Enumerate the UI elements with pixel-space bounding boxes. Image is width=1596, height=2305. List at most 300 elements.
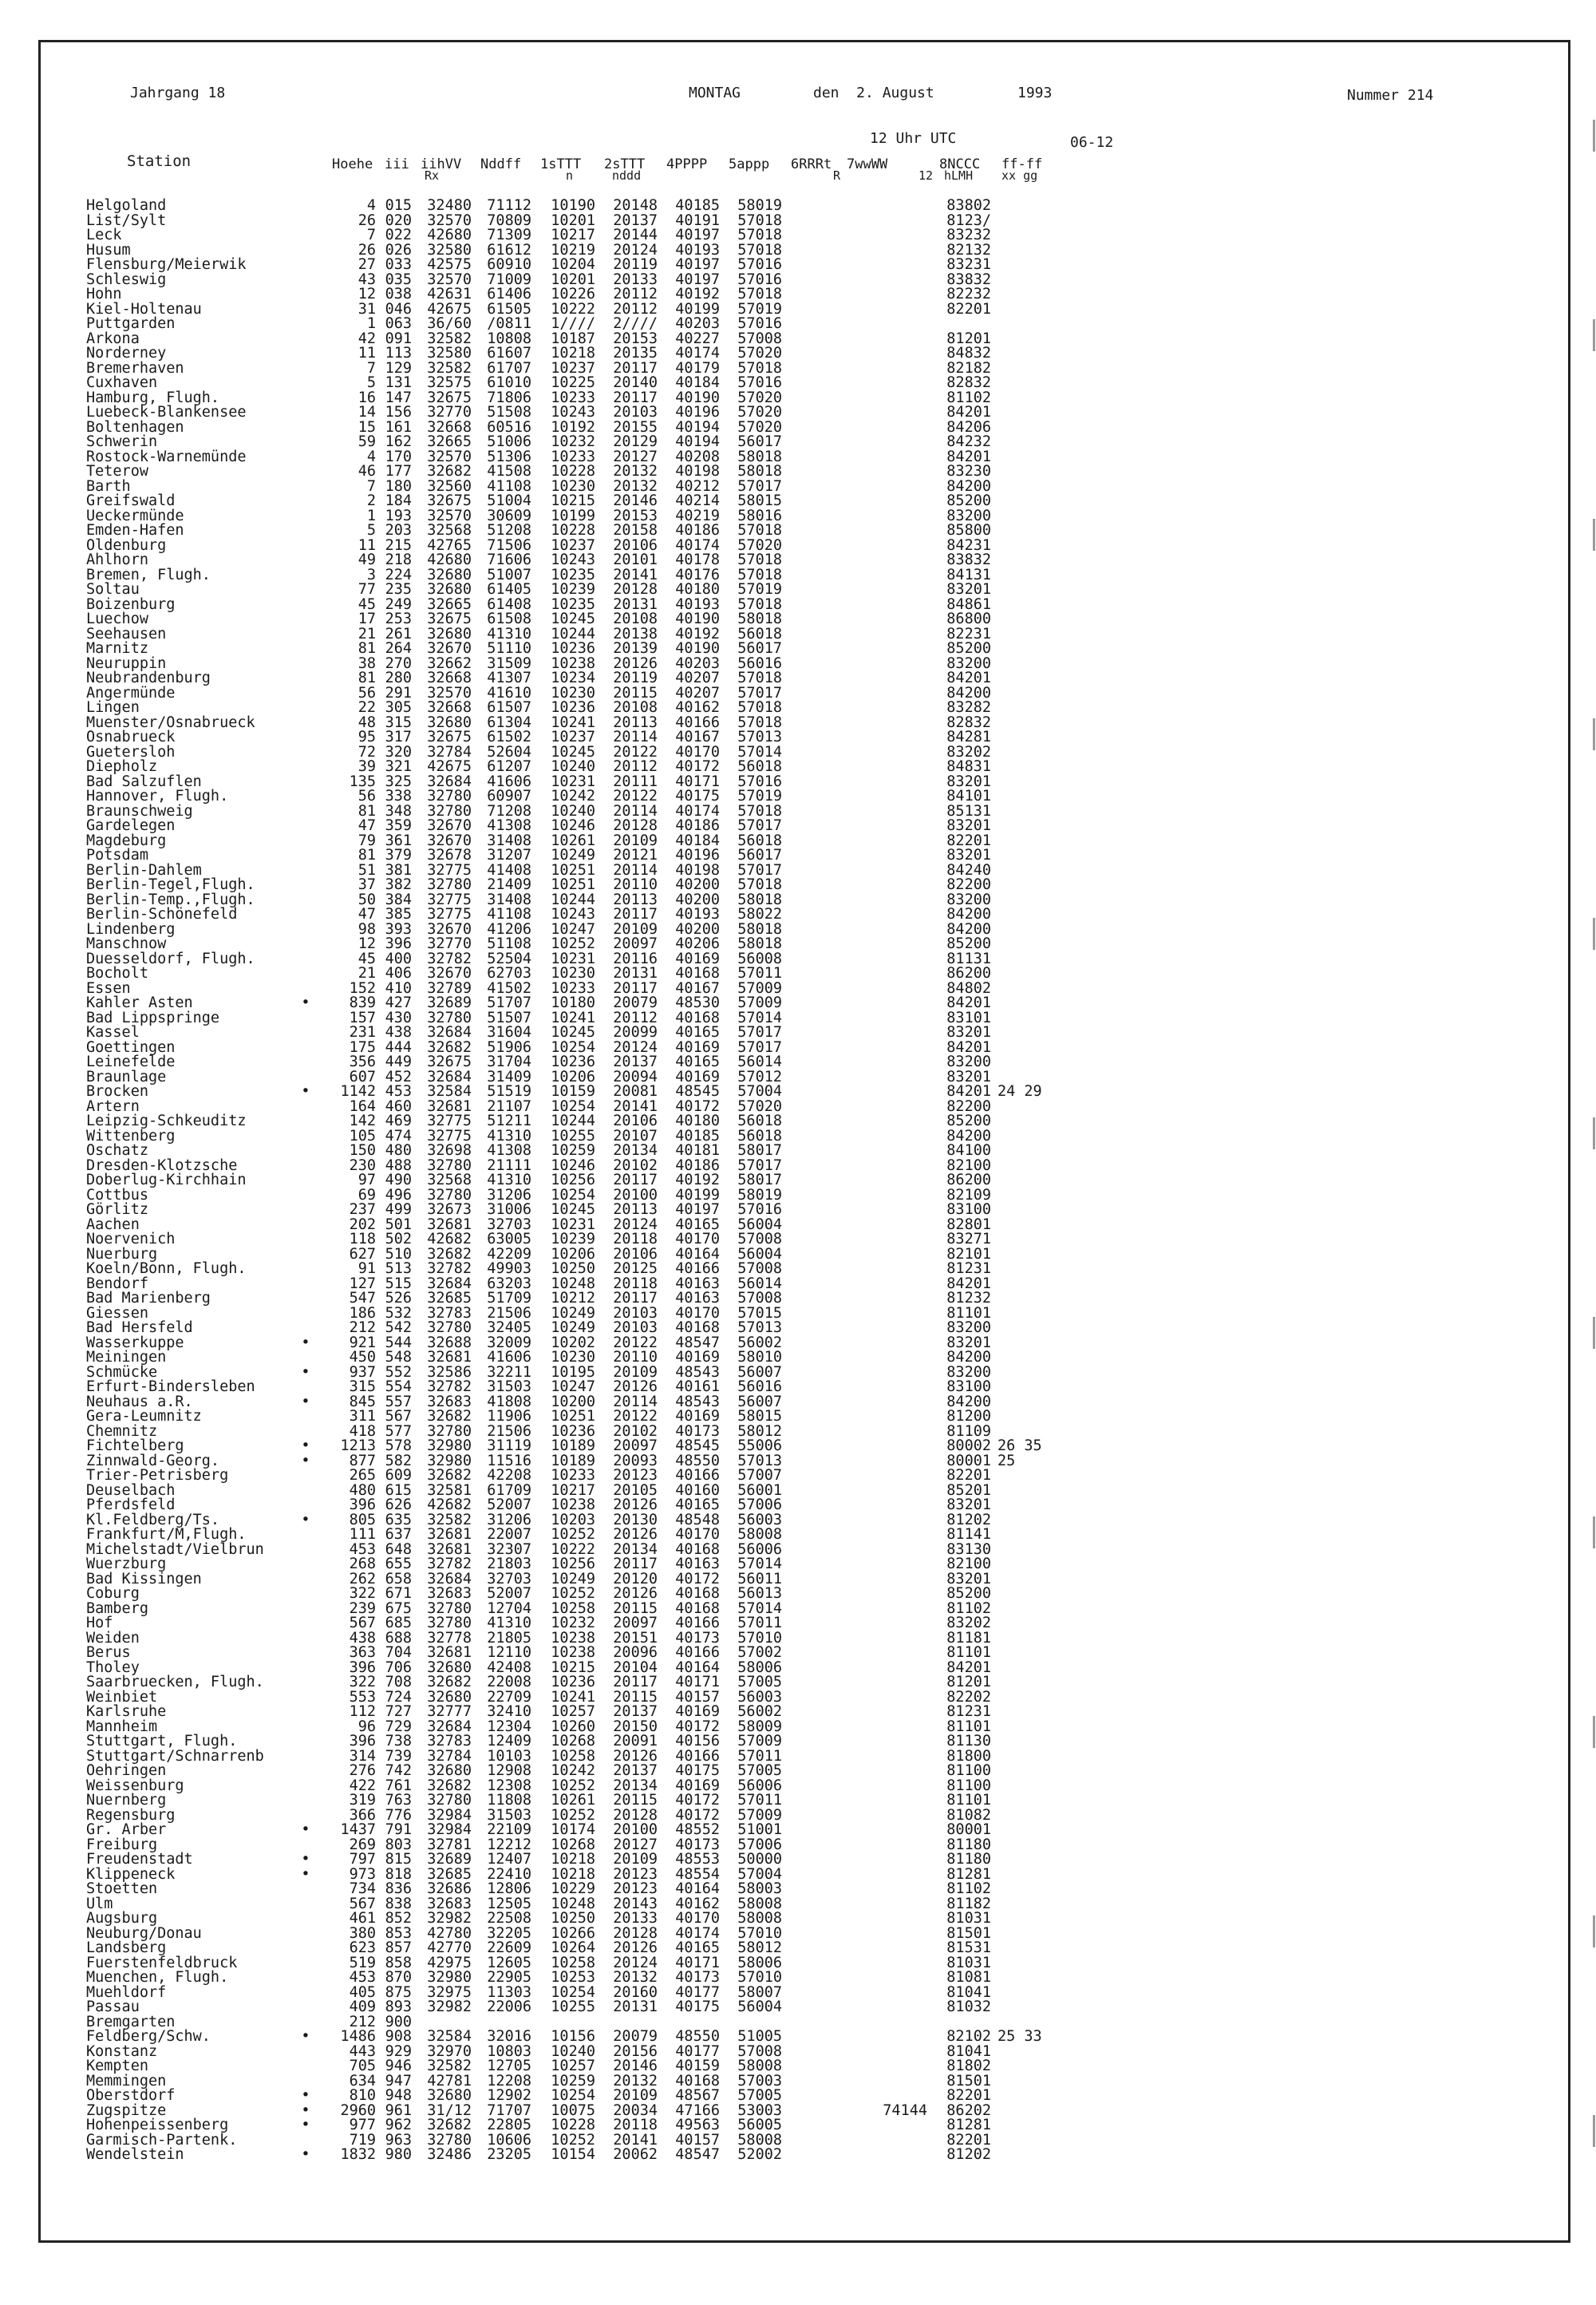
group-1sttt: 10256 — [551, 1556, 595, 1572]
station-name: Husum — [86, 241, 131, 259]
table-row — [86, 1971, 1055, 1986]
group-7wwww — [838, 214, 927, 229]
group-nddff: 31503 — [487, 1378, 531, 1395]
group-2sttt: 20115 — [613, 1688, 658, 1706]
group-iihvv: 32682 — [427, 1245, 472, 1263]
mountain-marker: • — [301, 1821, 310, 1838]
group-6rrrt — [782, 1572, 838, 1587]
group-7wwww — [838, 1750, 927, 1765]
group-iihvv: 32668 — [427, 418, 472, 436]
group-6rrrt — [782, 421, 838, 436]
group-8nccc: 81202 — [946, 1511, 991, 1528]
station-id: 382 — [385, 876, 412, 893]
group-nddff: 12208 — [487, 2072, 531, 2090]
group-nddff: 10808 — [487, 330, 531, 347]
station-id: 626 — [385, 1496, 412, 1513]
station-id: 320 — [385, 743, 412, 761]
group-2sttt: 20034 — [613, 2101, 658, 2119]
group-iihvv: 32683 — [427, 1895, 472, 1912]
station-name: Bremen, Flugh. — [86, 566, 211, 583]
mountain-marker — [290, 923, 322, 938]
station-id: 379 — [385, 847, 412, 864]
group-6rrrt — [782, 1675, 838, 1690]
wind-gust — [991, 480, 1055, 495]
station-name: Greifswald — [86, 492, 176, 509]
height-value: 97 — [358, 1172, 376, 1188]
group-5appp: 56013 — [737, 1585, 782, 1602]
group-6rrrt — [782, 465, 838, 480]
group-iihvv: 32568 — [427, 522, 472, 539]
group-2sttt: 20117 — [613, 389, 658, 406]
group-4pppp: 40166 — [675, 1747, 720, 1765]
group-5appp: 57004 — [737, 1083, 782, 1100]
group-7wwww — [838, 1011, 927, 1026]
group-2sttt: 20099 — [613, 1024, 658, 1041]
group-1sttt: 10253 — [551, 1969, 595, 1986]
group-iihvv: 32782 — [427, 1378, 472, 1395]
height-value: 164 — [349, 1097, 376, 1115]
group-7wwww — [838, 1173, 927, 1188]
group-2sttt: 20117 — [613, 1172, 658, 1188]
group-4pppp: 40171 — [675, 1674, 720, 1690]
group-6rrrt — [782, 967, 838, 982]
group-1sttt: 10233 — [551, 448, 595, 465]
group-4pppp: 40170 — [675, 1304, 720, 1322]
group-4pppp: 40169 — [675, 1408, 720, 1425]
mountain-marker — [290, 1941, 322, 1956]
group-6rrrt — [782, 893, 838, 908]
wind-gust — [991, 996, 1055, 1011]
group-1sttt: 10243 — [551, 906, 595, 923]
group-8nccc: 82102 — [946, 2028, 991, 2045]
mountain-marker: • — [301, 1851, 310, 1868]
group-2sttt: 20106 — [613, 1113, 658, 1129]
height-value: 396 — [349, 1496, 376, 1513]
wind-gust — [991, 937, 1055, 952]
group-6rrrt — [782, 1941, 838, 1956]
wind-gust — [991, 982, 1055, 997]
group-8nccc: 83231 — [946, 256, 991, 273]
group-1sttt: 10238 — [551, 1496, 595, 1513]
group-6rrrt — [782, 1350, 838, 1366]
group-4pppp: 40184 — [675, 832, 720, 849]
mountain-marker — [290, 1956, 322, 1971]
group-4pppp: 40212 — [675, 477, 720, 495]
group-7wwww — [838, 1764, 927, 1779]
group-6rrrt — [782, 214, 838, 229]
table-row — [86, 2030, 1055, 2045]
group-5appp: 57010 — [737, 1629, 782, 1647]
group-8nccc: 83832 — [946, 552, 991, 568]
group-iihvv: 32683 — [427, 1393, 472, 1410]
group-1sttt: 10231 — [551, 1216, 595, 1233]
group-4pppp: 40172 — [675, 1792, 720, 1809]
col-ff-subheader: xx gg — [1001, 168, 1038, 183]
table-row — [86, 2000, 1055, 2015]
height-value: 553 — [349, 1688, 376, 1706]
wind-gust — [991, 1055, 1055, 1070]
group-5appp: 56005 — [737, 2117, 782, 2133]
table-row — [86, 1616, 1055, 1631]
group-7wwww — [838, 1350, 927, 1366]
group-iihvv: 42675 — [427, 300, 472, 318]
height-value: 127 — [349, 1275, 376, 1292]
table-row — [86, 1203, 1055, 1218]
group-5appp: 56018 — [737, 1127, 782, 1145]
table-row — [86, 1705, 1055, 1720]
table-row — [86, 760, 1055, 775]
group-2sttt: 20137 — [613, 1054, 658, 1070]
group-4pppp: 40166 — [675, 1260, 720, 1277]
group-nddff: 12308 — [487, 1777, 531, 1794]
group-4pppp: 40199 — [675, 1186, 720, 1204]
group-6rrrt — [782, 745, 838, 761]
group-1sttt: 10258 — [551, 1599, 595, 1617]
group-1sttt: 10219 — [551, 241, 595, 259]
group-2sttt: 20116 — [613, 950, 658, 967]
height-value: 409 — [349, 1999, 376, 2015]
group-4pppp: 40190 — [675, 611, 720, 627]
mountain-marker — [290, 1661, 322, 1676]
group-5appp: 57013 — [737, 1452, 782, 1469]
group-iihvv: 32970 — [427, 2042, 472, 2060]
group-4pppp: 40164 — [675, 1659, 720, 1676]
wind-gust — [991, 494, 1055, 509]
station-name: Oehringen — [86, 1762, 167, 1779]
group-6rrrt — [782, 1321, 838, 1336]
group-7wwww — [838, 1690, 927, 1706]
group-4pppp: 48552 — [675, 1821, 720, 1838]
group-iihvv: 32570 — [427, 448, 472, 465]
table-row — [86, 1144, 1055, 1159]
wind-gust — [991, 2045, 1055, 2060]
wind-gust — [991, 1986, 1055, 2001]
col-6rrrt-header: 6RRRt — [791, 156, 832, 172]
group-6rrrt — [782, 657, 838, 672]
table-row — [86, 1882, 1055, 1897]
height-value: 186 — [349, 1304, 376, 1322]
group-7wwww — [838, 465, 927, 480]
wind-gust — [991, 376, 1055, 391]
mountain-marker — [290, 1675, 322, 1690]
group-2sttt: 20111 — [613, 773, 658, 790]
group-2sttt: 20118 — [613, 1275, 658, 1292]
group-8nccc: 83282 — [946, 699, 991, 716]
mountain-marker — [290, 1144, 322, 1159]
group-4pppp: 40200 — [675, 920, 720, 938]
group-1sttt: 10218 — [551, 1865, 595, 1883]
height-value: 21 — [358, 965, 376, 982]
group-5appp: 56018 — [737, 1113, 782, 1129]
group-7wwww — [838, 1823, 927, 1838]
group-7wwww — [838, 421, 927, 436]
height-value: 22 — [358, 699, 376, 716]
group-4pppp: 48567 — [675, 2087, 720, 2104]
group-nddff: 23205 — [487, 2146, 531, 2163]
group-2sttt: 20114 — [613, 802, 658, 820]
wind-gust — [991, 805, 1055, 820]
group-4pppp: 40170 — [675, 1910, 720, 1927]
group-4pppp: 40166 — [675, 1467, 720, 1484]
station-name: Berlin-Schönefeld — [86, 906, 238, 923]
table-row — [86, 1675, 1055, 1690]
group-7wwww — [838, 391, 927, 406]
group-5appp: 57009 — [737, 1733, 782, 1750]
group-4pppp: 48553 — [675, 1851, 720, 1868]
group-8nccc: 84200 — [946, 1349, 991, 1366]
group-7wwww — [838, 967, 927, 982]
height-value: 237 — [349, 1201, 376, 1218]
group-6rrrt — [782, 1026, 838, 1041]
mountain-marker: • — [301, 994, 310, 1011]
group-iihvv: 32680 — [427, 714, 472, 731]
group-2sttt: 20081 — [613, 1083, 658, 1100]
group-7wwww — [838, 952, 927, 967]
station-name: Magdeburg — [86, 832, 167, 849]
group-1sttt: 10237 — [551, 536, 595, 554]
station-name: Hof — [86, 1615, 113, 1631]
group-iihvv: 32575 — [427, 374, 472, 391]
mountain-marker — [290, 1350, 322, 1366]
station-name: Berlin-Dahlem — [86, 861, 202, 879]
group-iihvv: 32780 — [427, 1009, 472, 1026]
group-5appp: 56006 — [737, 1540, 782, 1558]
group-4pppp: 40175 — [675, 1999, 720, 2015]
group-5appp: 57017 — [737, 1156, 782, 1174]
mountain-marker — [290, 1188, 322, 1204]
group-7wwww — [838, 1454, 927, 1469]
table-row — [86, 907, 1055, 923]
group-6rrrt — [782, 1646, 838, 1661]
station-id: 515 — [385, 1275, 412, 1292]
group-2sttt: 20133 — [613, 271, 658, 288]
group-6rrrt — [782, 701, 838, 716]
group-7wwww — [838, 1646, 927, 1661]
table-row — [86, 524, 1055, 539]
wind-gust — [991, 893, 1055, 908]
group-iihvv: 32670 — [427, 817, 472, 834]
height-value: 734 — [349, 1880, 376, 1897]
group-2sttt: 20141 — [613, 1097, 658, 1115]
group-nddff: 62703 — [487, 965, 531, 982]
group-4pppp: 40192 — [675, 286, 720, 302]
station-name: Stoetten — [86, 1880, 158, 1897]
group-iihvv: 36/60 — [427, 315, 472, 332]
group-1sttt: 10192 — [551, 418, 595, 436]
height-value: 805 — [349, 1511, 376, 1528]
group-2sttt: 20130 — [613, 1511, 658, 1528]
group-1sttt: 10252 — [551, 1806, 595, 1824]
group-2sttt: 20118 — [613, 2117, 658, 2133]
group-6rrrt — [782, 450, 838, 465]
group-1sttt: 10232 — [551, 433, 595, 450]
volume-label: Jahrgang 18 — [130, 85, 226, 101]
group-8nccc: 85200 — [946, 935, 991, 952]
mountain-marker: • — [301, 1393, 310, 1410]
station-name: Bocholt — [86, 965, 148, 982]
wind-gust — [991, 2074, 1055, 2090]
group-7wwww — [838, 362, 927, 377]
station-name: Braunlage — [86, 1068, 167, 1085]
group-nddff: 12902 — [487, 2087, 531, 2104]
group-2sttt: 20126 — [613, 1378, 658, 1395]
group-iihvv: 32780 — [427, 1615, 472, 1631]
height-value: 453 — [349, 1540, 376, 1558]
group-8nccc: 84201 — [946, 1659, 991, 1676]
station-id: 961 — [385, 2101, 412, 2119]
group-5appp: 57018 — [737, 286, 782, 302]
mountain-marker — [290, 435, 322, 450]
group-8nccc: 81109 — [946, 1422, 991, 1440]
group-iihvv: 32680 — [427, 566, 472, 583]
station-id: 156 — [385, 404, 412, 421]
station-name: Puttgarden — [86, 315, 176, 332]
group-8nccc: 81182 — [946, 1895, 991, 1912]
height-value: 46 — [358, 463, 376, 480]
group-1sttt: 10240 — [551, 758, 595, 775]
group-nddff: 21111 — [487, 1156, 531, 1174]
mountain-marker — [290, 1793, 322, 1809]
wind-gust — [991, 583, 1055, 598]
height-value: 461 — [349, 1910, 376, 1927]
station-id: 513 — [385, 1260, 412, 1277]
group-4pppp: 48547 — [675, 2146, 720, 2163]
height-value: 21 — [358, 625, 376, 642]
group-1sttt: 10232 — [551, 1615, 595, 1631]
group-iihvv: 32984 — [427, 1821, 472, 1838]
group-iihvv: 32582 — [427, 1511, 472, 1528]
mountain-marker — [290, 273, 322, 288]
group-5appp: 57014 — [737, 1009, 782, 1026]
group-6rrrt — [782, 952, 838, 967]
group-nddff: 22609 — [487, 1939, 531, 1956]
station-id: 170 — [385, 448, 412, 465]
group-7wwww — [838, 1439, 927, 1454]
mountain-marker — [290, 1026, 322, 1041]
group-1sttt: 10159 — [551, 1083, 595, 1100]
group-6rrrt — [782, 1882, 838, 1897]
mountain-marker: • — [301, 1452, 310, 1469]
group-8nccc: 84200 — [946, 906, 991, 923]
group-iihvv: 32684 — [427, 1570, 472, 1587]
wind-gust — [991, 1307, 1055, 1322]
group-6rrrt — [782, 228, 838, 243]
mountain-marker — [290, 391, 322, 406]
station-id: 567 — [385, 1408, 412, 1425]
group-6rrrt — [782, 878, 838, 893]
group-1sttt: 10235 — [551, 595, 595, 613]
mountain-marker — [290, 1484, 322, 1499]
station-name: Neuhaus a.R. — [86, 1393, 193, 1410]
group-nddff: 11906 — [487, 1408, 531, 1425]
group-7wwww — [838, 1793, 927, 1809]
wind-gust — [991, 1793, 1055, 1809]
group-4pppp: 40190 — [675, 640, 720, 657]
group-4pppp: 48543 — [675, 1393, 720, 1410]
group-iihvv: 32982 — [427, 1999, 472, 2015]
group-7wwww — [838, 553, 927, 568]
group-2sttt: 20103 — [613, 1304, 658, 1322]
group-iihvv: 32675 — [427, 1054, 472, 1070]
group-4pppp: 40171 — [675, 773, 720, 790]
group-4pppp: 40173 — [675, 1422, 720, 1440]
group-8nccc: 84200 — [946, 684, 991, 702]
group-8nccc: 85800 — [946, 522, 991, 539]
group-5appp: 57011 — [737, 965, 782, 982]
group-7wwww — [838, 1026, 927, 1041]
group-1sttt: 10200 — [551, 1393, 595, 1410]
height-value: 142 — [349, 1113, 376, 1129]
group-7wwww — [838, 376, 927, 391]
height-value: 845 — [349, 1393, 376, 1410]
height-value: 322 — [349, 1674, 376, 1690]
group-7wwww — [838, 1085, 927, 1100]
group-6rrrt — [782, 568, 838, 583]
group-6rrrt — [782, 982, 838, 997]
mountain-marker — [290, 952, 322, 967]
group-5appp: 51001 — [737, 1821, 782, 1838]
wind-gust — [991, 1734, 1055, 1750]
group-6rrrt — [782, 1793, 838, 1809]
group-5appp: 57014 — [737, 1556, 782, 1572]
group-iihvv: 32784 — [427, 1747, 472, 1765]
group-4pppp: 47166 — [675, 2101, 720, 2119]
group-nddff: 31207 — [487, 847, 531, 864]
station-id: 554 — [385, 1378, 412, 1395]
group-5appp: 56007 — [737, 1363, 782, 1381]
group-1sttt: 10249 — [551, 1319, 595, 1336]
group-4pppp: 40169 — [675, 1777, 720, 1794]
group-nddff: 22905 — [487, 1969, 531, 1986]
group-4pppp: 40177 — [675, 2042, 720, 2060]
col-2sttt-subheader: nddd — [612, 168, 642, 183]
mountain-marker — [290, 1498, 322, 1513]
group-2sttt: 20115 — [613, 1599, 658, 1617]
group-5appp: 50000 — [737, 1851, 782, 1868]
group-8nccc: 83200 — [946, 891, 991, 908]
group-1sttt: 10233 — [551, 1467, 595, 1484]
group-nddff: 22109 — [487, 1821, 531, 1838]
group-6rrrt — [782, 775, 838, 790]
group-5appp: 57018 — [737, 566, 782, 583]
wind-gust — [991, 1941, 1055, 1956]
group-nddff: 41606 — [487, 1349, 531, 1366]
table-row — [86, 465, 1055, 480]
group-8nccc: 83100 — [946, 1378, 991, 1395]
col-2sttt-header: 2sTTT — [604, 156, 646, 172]
group-7wwww — [838, 346, 927, 362]
group-7wwww — [838, 435, 927, 450]
group-5appp: 57009 — [737, 994, 782, 1011]
group-4pppp: 40174 — [675, 536, 720, 554]
station-id: 578 — [385, 1437, 412, 1454]
station-id: 218 — [385, 552, 412, 568]
group-6rrrt — [782, 2000, 838, 2015]
group-2sttt: 20138 — [613, 625, 658, 642]
group-7wwww — [838, 1307, 927, 1322]
station-name: Essen — [86, 979, 131, 997]
group-2sttt: 20091 — [613, 1733, 658, 1750]
group-nddff: 51709 — [487, 1290, 531, 1307]
group-6rrrt — [782, 1897, 838, 1912]
station-id: 449 — [385, 1054, 412, 1070]
group-8nccc: 81231 — [946, 1260, 991, 1277]
group-7wwww — [838, 1484, 927, 1499]
table-row — [86, 1528, 1055, 1543]
group-iihvv: 32975 — [427, 1983, 472, 2001]
table-row — [86, 435, 1055, 450]
station-id: 776 — [385, 1806, 412, 1824]
